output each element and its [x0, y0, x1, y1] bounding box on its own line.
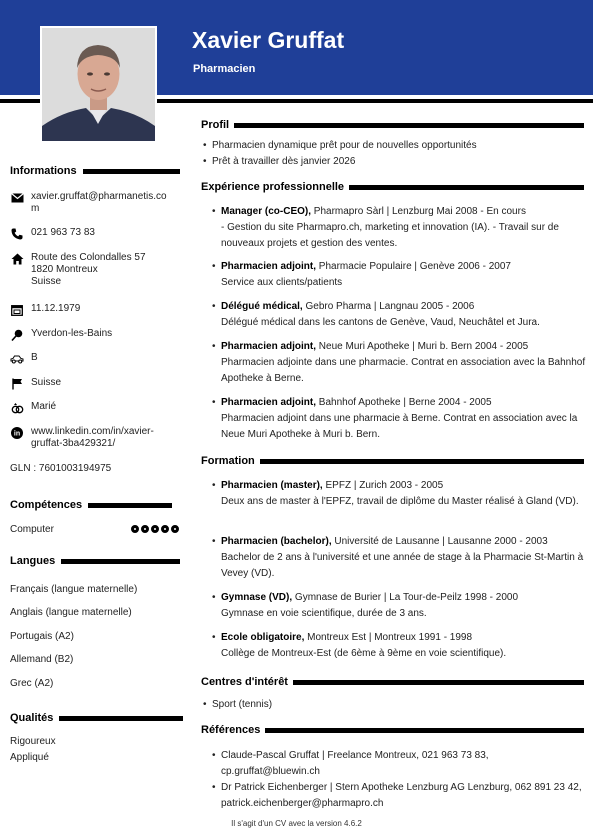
quality-item: Appliqué: [10, 752, 49, 763]
rings-icon: [10, 401, 24, 415]
skill-level-rating: [131, 525, 179, 533]
contact-birthdate: 11.12.1979: [10, 303, 185, 317]
language-item: Portugais (A2): [10, 631, 74, 642]
flag-icon: [10, 377, 24, 391]
gln-number: GLN : 7601003194975: [10, 463, 112, 474]
education-entry: • Ecole obligatoire, Montreux Est | Montreux 1991 - 1998 Collège de Montreux-Est (de 6ème à 9ème en voie scientifique).: [221, 630, 586, 662]
linkedin-icon: [10, 426, 24, 440]
rating-dot: [141, 525, 149, 533]
experience-entry: • Pharmacien adjoint, Pharmacie Populaire | Genève 2006 - 2007 Service aux clients/patients: [221, 259, 586, 291]
heading-rule: [293, 680, 584, 685]
reference-item: • Claude-Pascal Gruffat | Freelance Montreux, 021 963 73 83, cp.gruffat@bluewin.ch: [221, 748, 586, 780]
contact-birthplace: Yverdon-les-Bains: [10, 328, 185, 342]
references-heading: Références: [201, 724, 584, 736]
heading-rule: [88, 503, 172, 508]
footer-note: Il s'agit d'un CV avec la version 4.6.2: [231, 819, 362, 828]
experience-entry: • Pharmacien adjoint, Bahnhof Apotheke | Berne 2004 - 2005 Pharmacien adjoint dans une pharmacie à Berne. Contrat en association avec la Neue Muri Apotheke à Muri b. Bern.: [221, 395, 586, 443]
contact-phone: 021 963 73 83: [10, 227, 185, 241]
contact-email[interactable]: xavier.gruffat@pharmanetis.co m: [10, 191, 185, 215]
contact-address: Route des Colondalles 57 1820 Montreux Suisse: [10, 252, 185, 288]
qualities-heading: Qualités: [10, 712, 183, 724]
phone-icon: [10, 227, 24, 241]
language-item: Anglais (langue maternelle): [10, 607, 132, 618]
quality-item: Rigoureux: [10, 736, 56, 747]
candidate-name: Xavier Gruffat: [192, 27, 345, 53]
experience-heading: Expérience professionnelle: [201, 181, 584, 193]
heading-rule: [59, 716, 183, 721]
informations-heading: Informations: [10, 165, 180, 177]
contact-marital: Marié: [10, 401, 185, 415]
map-pin-icon: [10, 328, 24, 342]
education-heading: Formation: [201, 455, 584, 467]
education-entry: • Pharmacien (master), EPFZ | Zurich 2003 - 2005 Deux ans de master à l'EPFZ, travail de diplôme du Master réalisé à Gland (VD).: [221, 478, 586, 510]
experience-entry: • Pharmacien adjoint, Neue Muri Apotheke | Muri b. Bern 2004 - 2005 Pharmacien adjointe dans une pharmacie. Contrat en association avec la Bahnhof Apotheke à Berne.: [221, 339, 586, 387]
rating-dot: [161, 525, 169, 533]
profile-item: • Prêt à travailler dès janvier 2026: [212, 154, 355, 170]
interests-heading: Centres d'intérêt: [201, 676, 584, 688]
heading-rule: [260, 459, 584, 464]
home-icon: [10, 252, 24, 266]
profile-photo: [40, 26, 157, 143]
contact-linkedin[interactable]: in www.linkedin.com/in/xavier- gruffat-3ba429321/: [10, 426, 185, 450]
svg-text:in: in: [13, 430, 21, 438]
language-item: Français (langue maternelle): [10, 584, 138, 595]
skills-heading: Compétences: [10, 499, 172, 511]
skill-name: Computer: [10, 524, 54, 535]
calendar-icon: [10, 303, 24, 317]
heading-rule: [234, 123, 584, 128]
education-entry: • Gymnase (VD), Gymnase de Burier | La Tour-de-Peilz 1998 - 2000 Gymnase en voie scientifique, durée de 3 ans.: [221, 590, 586, 622]
experience-entry: • Manager (co-CEO), Pharmapro Sàrl | Lenzburg Mai 2008 - En cours - Gestion du site Pharmapro.ch, marketing et innovation (IA). - Travail sur de nouveaux projets et gestion des ventes.: [221, 204, 586, 252]
car-icon: [10, 352, 24, 366]
rating-dot: [131, 525, 139, 533]
heading-rule: [349, 185, 584, 190]
rating-dot: [151, 525, 159, 533]
language-item: Grec (A2): [10, 678, 54, 689]
heading-rule: [61, 559, 180, 564]
education-entry: • Pharmacien (bachelor), Université de Lausanne | Lausanne 2000 - 2003 Bachelor de 2 ans à l'université et une année de stage à la Pharmacie St-Martin à Vevey (VD).: [221, 534, 586, 582]
languages-heading: Langues: [10, 555, 180, 567]
rating-dot: [171, 525, 179, 533]
job-title: Pharmacien: [193, 63, 256, 75]
reference-item: • Dr Patrick Eichenberger | Stern Apotheke Lenzburg AG Lenzburg, 062 891 23 42, patrick.eichenberger@pharmapro.ch: [221, 780, 586, 812]
profile-heading: Profil: [201, 119, 584, 131]
profile-item: • Pharmacien dynamique prêt pour de nouvelles opportunités: [212, 138, 477, 154]
contact-nationality: Suisse: [10, 377, 185, 391]
envelope-icon: [10, 191, 24, 205]
interest-item: • Sport (tennis): [212, 697, 272, 713]
language-item: Allemand (B2): [10, 654, 74, 665]
experience-entry: • Délégué médical, Gebro Pharma | Langnau 2005 - 2006 Délégué médical dans les cantons de Genève, Vaud, Neuchâtel et Jura.: [221, 299, 586, 331]
heading-rule: [83, 169, 180, 174]
contact-license: B: [10, 352, 185, 366]
heading-rule: [265, 728, 584, 733]
